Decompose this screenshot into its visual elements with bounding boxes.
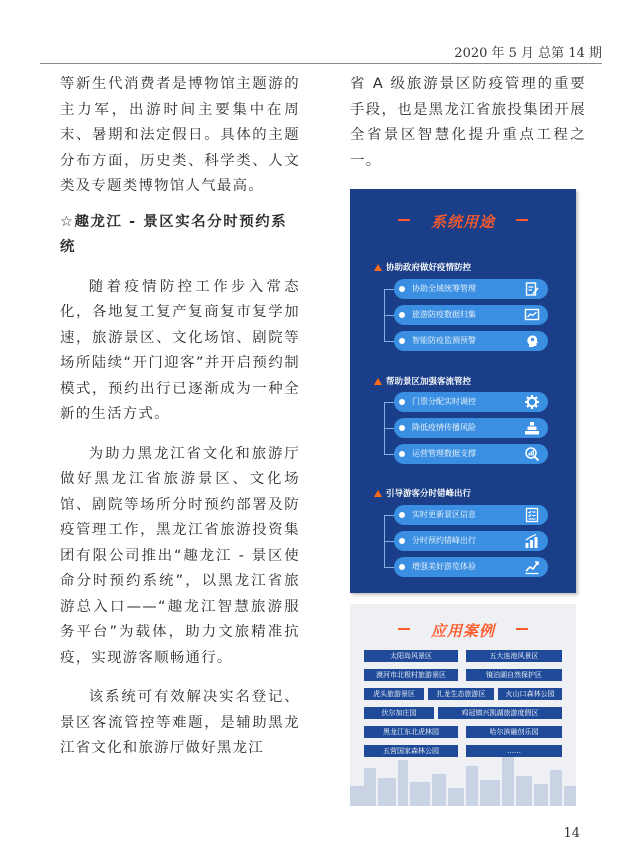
paragraph-system-benefit: 该系统可有效解决实名登记、景区客流管控等难题，是辅助黑龙江省文化和旅游厅做好黑龙江 (60, 689, 300, 756)
left-column (60, 72, 300, 762)
title-decoration-right (516, 219, 528, 221)
section-heading-1 (374, 261, 471, 273)
case-item: 太阳岛风景区 (364, 650, 458, 662)
purpose-item (394, 531, 548, 551)
pyramid-icon (524, 420, 540, 436)
purpose-item (394, 418, 548, 438)
infographic-title: 系统用途 (430, 213, 495, 231)
bar-trend-icon (524, 533, 540, 549)
triangle-icon (374, 490, 382, 497)
right-column (350, 72, 586, 174)
head-alert-icon (524, 333, 540, 349)
bullet-dot (399, 451, 405, 457)
case-item: 扎龙生态旅游区 (428, 688, 494, 700)
section-heading-2 (374, 375, 471, 387)
purpose-label: 门票分配实时调控 (412, 397, 476, 406)
purpose-item (394, 557, 548, 577)
purpose-label: 智能防疫监测预警 (412, 336, 476, 345)
purpose-item (394, 279, 548, 299)
bullet-dot (399, 538, 405, 544)
case-item: 哈尔滨融创乐园 (466, 726, 562, 738)
paragraph-museum: 等新生代消费者是博物馆主题游的主力军，出游时间主要集中在周末、暑期和法定假日。具体的主题分布方面，历史类、科学类、人文类及专题类博物馆人气最高。 (60, 76, 300, 194)
case-item: 虎头旅游景区 (364, 688, 424, 700)
case-item: 伏尔加庄园 (364, 707, 434, 719)
header-divider (40, 63, 602, 64)
paragraph-continuation: 省 A 级旅游景区防疫管理的重要手段，也是黑龙江省旅投集团开展全省景区智慧化提升重点工程之一。 (350, 76, 586, 169)
bullet-dot (399, 564, 405, 570)
purpose-label: 旅游防疫数据归集 (412, 310, 476, 319)
case-item: 镜泊湖自然保护区 (466, 669, 562, 681)
purpose-item (394, 444, 548, 464)
case-item: 五大连池风景区 (466, 650, 562, 662)
gear-icon (524, 394, 540, 410)
purpose-item (394, 392, 548, 412)
case-item: …… (466, 745, 562, 757)
section-heading-text: 引导游客分时错峰出行 (386, 489, 472, 499)
purpose-label: 运营管理数据支撑 (412, 449, 476, 458)
bracket-tick (384, 515, 394, 516)
section-title: ☆趣龙江 - 景区实名分时预约系统 (60, 213, 288, 255)
case-item: 火山口森林公园 (498, 688, 562, 700)
case-item: 鸡冠镇兴凯湖旅游度假区 (438, 707, 562, 719)
triangle-icon (374, 264, 382, 271)
case-item: 黑龙江东北虎林园 (364, 726, 458, 738)
bracket-tick (384, 541, 394, 542)
case-item: 漠河市北极村旅游景区 (364, 669, 458, 681)
bracket-tick (384, 567, 394, 568)
purpose-label: 降低疫情传播风险 (412, 423, 476, 432)
application-cases-panel (350, 604, 576, 806)
purpose-item (394, 505, 548, 525)
cases-title: 应用案例 (430, 622, 495, 640)
bullet-dot (399, 338, 405, 344)
growth-chart-icon (524, 559, 540, 575)
clipboard-edit-icon (524, 281, 540, 297)
case-item: 五营国家森林公园 (364, 745, 458, 757)
paragraph-reservation-trend: 随着疫情防控工作步入常态化，各地复工复产复商复市复学加速，旅游景区、文化场馆、剧院等场所陆续“开门迎客”并开启预约制模式，预约出行已逐渐成为一种全新的生活方式。 (60, 278, 300, 422)
purpose-label: 协助全域统筹管理 (412, 284, 476, 293)
purpose-item (394, 331, 548, 351)
system-purpose-infographic (350, 189, 576, 593)
bracket-tick (384, 428, 394, 429)
bullet-dot (399, 512, 405, 518)
title-decoration-right (516, 628, 528, 630)
section-heading-text: 帮助景区加强客流管控 (386, 377, 472, 387)
bracket-tick (384, 289, 394, 290)
issue-header: 2020 年 5 月 总第 14 期 (454, 46, 602, 61)
purpose-label: 增强美好游览体验 (412, 562, 476, 571)
chart-screen-icon (524, 307, 540, 323)
bullet-dot (399, 286, 405, 292)
section-heading-3 (374, 487, 471, 499)
paragraph-system-launch: 为助力黑龙江省文化和旅游厅做好黑龙江省旅游景区、文化场馆、剧院等场所分时预约部署及防疫管理工作，黑龙江省旅游投资集团有限公司推出“趣龙江 - 景区使命分时预约系统”，以黑龙江省旅游总入口——“趣龙江智慧旅游服务平台”为载体，助力文旅精准抗疫，实现游客顺畅通行。 (60, 445, 300, 666)
bullet-dot (399, 312, 405, 318)
bracket-tick (384, 341, 394, 342)
section-heading-text: 协助政府做好疫情防控 (386, 263, 472, 273)
purpose-item (394, 305, 548, 325)
bullet-dot (399, 425, 405, 431)
bullet-dot (399, 399, 405, 405)
purpose-label: 实时更新景区信息 (412, 510, 476, 519)
bracket-tick (384, 315, 394, 316)
bracket-tick (384, 402, 394, 403)
purpose-label: 分时预约错峰出行 (412, 536, 476, 545)
page-number: 14 (563, 826, 580, 841)
triangle-icon (374, 378, 382, 385)
bracket-tick (384, 454, 394, 455)
checklist-icon (524, 507, 540, 523)
magnifier-chart-icon (524, 446, 540, 462)
